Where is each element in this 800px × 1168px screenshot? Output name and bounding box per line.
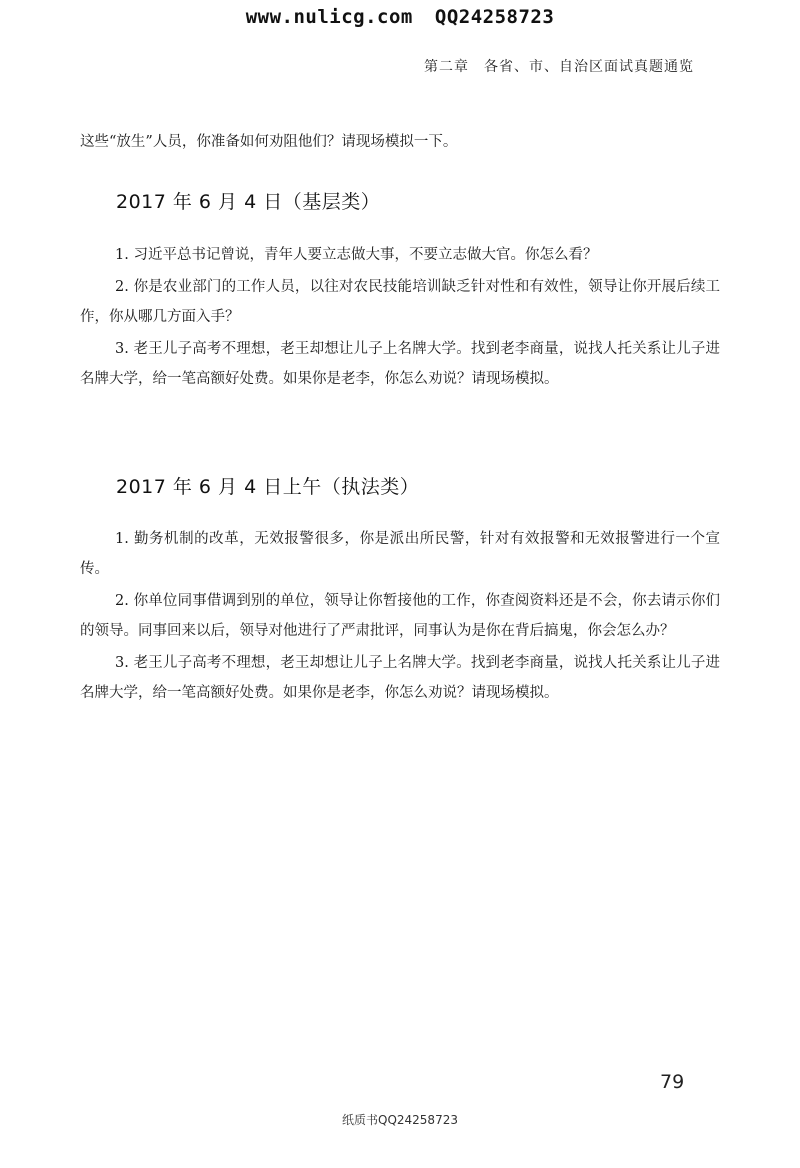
page-number: 79 [660, 1071, 685, 1093]
top-watermark [0, 6, 800, 28]
watermark-site: www.nulicg.com [245, 6, 413, 28]
question-item: 2. 你单位同事借调到别的单位，领导让你暂接他的工作，你查阅资料还是不会，你去请示你们的领导。同事回来以后，领导对他进行了严肃批评，同事认为是你在背后搞鬼，你会怎么办？ [80, 593, 720, 639]
question-item: 1. 勤务机制的改革，无效报警很多，你是派出所民警，针对有效报警和无效报警进行一个宣传。 [80, 531, 720, 577]
running-header: 第二章 各省、市、自治区面试真题通览 [424, 59, 694, 75]
question-item: 3. 老王儿子高考不理想，老王却想让儿子上名牌大学。找到老李商量，说找人托关系让儿子进名牌大学，给一笔高额好处费。如果你是老李，你怎么劝说？请现场模拟。 [80, 655, 720, 701]
question-item: 3. 老王儿子高考不理想，老王却想让儿子上名牌大学。找到老李商量，说找人托关系让儿子进名牌大学，给一笔高额好处费。如果你是老李，你怎么劝说？请现场模拟。 [80, 341, 720, 387]
question-item: 2. 你是农业部门的工作人员，以往对农民技能培训缺乏针对性和有效性，领导让你开展后续工作，你从哪几方面入手？ [80, 279, 720, 325]
intro-paragraph: 这些“放生”人员，你准备如何劝阻他们？请现场模拟一下。 [80, 134, 458, 150]
question-item: 1. 习近平总书记曾说，青年人要立志做大事，不要立志做大官。你怎么看？ [115, 247, 598, 263]
section-heading-law-enforcement: 2017 年 6 月 4 日上午（执法类） [116, 476, 420, 498]
watermark-qq: QQ24258723 [434, 6, 555, 28]
question-list-law-enforcement [80, 524, 720, 710]
section-heading-basic-level: 2017 年 6 月 4 日（基层类） [116, 191, 381, 213]
question-list-basic-level [80, 240, 720, 396]
bottom-watermark: 纸质书QQ24258723 [342, 1113, 458, 1127]
